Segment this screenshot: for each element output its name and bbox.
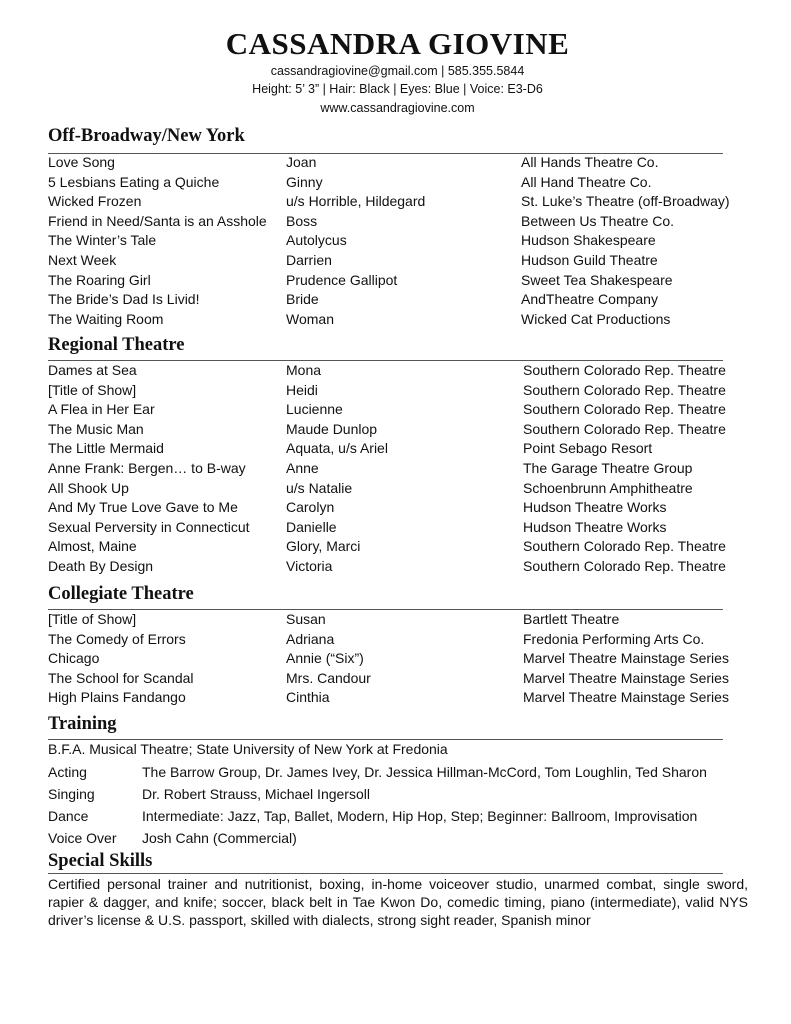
show-title: The Winter’s Tale bbox=[48, 232, 157, 249]
venue: Hudson Shakespeare bbox=[521, 232, 656, 249]
venue: All Hands Theatre Co. bbox=[521, 154, 659, 170]
role: Joan bbox=[286, 154, 317, 170]
credit-row bbox=[48, 459, 728, 479]
special-skills-text: Certified personal trainer and nutritionist, boxing, in-home voiceover studio, unarmed combat, single sword, rapier & dagger, and knife; soccer, black belt in Tae Kwon Do, comedic timing, piano (intermediate), valid NYS driver’s license & U.S. passport, skilled with dialects, strong sight reader, Spanish minor bbox=[48, 876, 748, 928]
credit-row bbox=[48, 669, 728, 689]
role: u/s Natalie bbox=[286, 479, 353, 496]
off-broadway-credits bbox=[48, 153, 728, 329]
credit-row bbox=[48, 649, 728, 669]
show-title: The Waiting Room bbox=[48, 310, 164, 327]
role: Aquata, u/s Ariel bbox=[286, 440, 388, 457]
credit-row bbox=[48, 557, 728, 577]
venue: Wicked Cat Productions bbox=[521, 310, 671, 327]
training-label: Voice Over bbox=[48, 830, 117, 846]
show-title: And My True Love Gave to Me bbox=[48, 499, 238, 516]
show-title: Love Song bbox=[48, 154, 115, 170]
section-title-regional: Regional Theatre bbox=[48, 335, 185, 355]
show-title: The Bride’s Dad Is Livid! bbox=[48, 291, 200, 308]
credit-row bbox=[48, 153, 728, 173]
credit-row bbox=[48, 173, 728, 193]
role: Annie (“Six”) bbox=[286, 650, 364, 667]
role: Adriana bbox=[286, 630, 335, 647]
role: Cinthia bbox=[286, 689, 330, 706]
show-title: Dames at Sea bbox=[48, 362, 137, 378]
credit-row bbox=[48, 537, 728, 557]
show-title: Chicago bbox=[48, 650, 100, 667]
training-label: Acting bbox=[48, 764, 87, 780]
credit-row bbox=[48, 518, 728, 538]
credit-row bbox=[48, 381, 728, 401]
credit-row bbox=[48, 290, 728, 310]
section-title-training: Training bbox=[48, 714, 117, 734]
venue: Marvel Theatre Mainstage Series bbox=[523, 689, 729, 706]
show-title: Death By Design bbox=[48, 557, 154, 574]
role: Glory, Marci bbox=[286, 538, 361, 555]
credit-row bbox=[48, 231, 728, 251]
show-title: [Title of Show] bbox=[48, 381, 137, 398]
section-title-special-skills: Special Skills bbox=[48, 851, 153, 871]
role: Prudence Gallipot bbox=[286, 271, 398, 288]
training-value: Dr. Robert Strauss, Michael Ingersoll bbox=[142, 786, 370, 802]
role: Autolycus bbox=[286, 232, 347, 249]
role: Victoria bbox=[286, 557, 333, 574]
role: Anne bbox=[286, 459, 319, 476]
section-divider bbox=[48, 873, 723, 874]
show-title: The Music Man bbox=[48, 420, 144, 437]
contact-line: cassandragiovine@gmail.com | 585.355.5844 bbox=[270, 64, 525, 78]
role: Danielle bbox=[286, 518, 337, 535]
venue: Southern Colorado Rep. Theatre bbox=[523, 381, 726, 398]
show-title: A Flea in Her Ear bbox=[48, 401, 155, 418]
training-label: Singing bbox=[48, 786, 95, 802]
training-value: Intermediate: Jazz, Tap, Ballet, Modern, Hip Hop, Step; Beginner: Ballroom, Improvisation bbox=[142, 808, 698, 824]
role: Susan bbox=[286, 611, 326, 627]
credit-row bbox=[48, 420, 728, 440]
venue: Bartlett Theatre bbox=[523, 611, 620, 627]
credit-row bbox=[48, 400, 728, 420]
venue: Hudson Guild Theatre bbox=[521, 251, 658, 268]
venue: St. Luke’s Theatre (off-Broadway) bbox=[521, 193, 730, 210]
role: Carolyn bbox=[286, 499, 335, 516]
show-title: High Plains Fandango bbox=[48, 689, 186, 706]
show-title: Sexual Perversity in Connecticut bbox=[48, 518, 250, 535]
role: Heidi bbox=[286, 381, 318, 398]
credit-row bbox=[48, 688, 728, 708]
venue: Hudson Theatre Works bbox=[523, 499, 667, 516]
role: Boss bbox=[286, 212, 318, 229]
venue: Southern Colorado Rep. Theatre bbox=[523, 401, 726, 418]
regional-credits bbox=[48, 361, 728, 577]
section-title-collegiate: Collegiate Theatre bbox=[48, 584, 194, 604]
show-title: Almost, Maine bbox=[48, 538, 137, 555]
role: Mrs. Candour bbox=[286, 669, 371, 686]
training-value: Josh Cahn (Commercial) bbox=[142, 830, 297, 846]
venue: Southern Colorado Rep. Theatre bbox=[523, 538, 726, 555]
role: Bride bbox=[286, 291, 319, 308]
credit-row bbox=[48, 251, 728, 271]
credit-row bbox=[48, 310, 728, 330]
show-title: The Roaring Girl bbox=[48, 271, 151, 288]
show-title: All Shook Up bbox=[48, 479, 129, 496]
venue: All Hand Theatre Co. bbox=[521, 173, 652, 190]
venue: Schoenbrunn Amphitheatre bbox=[523, 479, 693, 496]
stats-line: Height: 5’ 3” | Hair: Black | Eyes: Blue | Voice: E3-D6 bbox=[252, 82, 543, 96]
role: Darrien bbox=[286, 251, 332, 268]
show-title: 5 Lesbians Eating a Quiche bbox=[48, 173, 220, 190]
section-divider bbox=[48, 739, 723, 740]
show-title: The Comedy of Errors bbox=[48, 630, 186, 647]
credit-row bbox=[48, 271, 728, 291]
credit-row bbox=[48, 361, 728, 381]
show-title: Anne Frank: Bergen… to B-way bbox=[48, 459, 246, 476]
venue: Sweet Tea Shakespeare bbox=[521, 271, 673, 288]
role: Ginny bbox=[286, 173, 323, 190]
venue: Marvel Theatre Mainstage Series bbox=[523, 669, 729, 686]
venue: The Garage Theatre Group bbox=[523, 459, 693, 476]
section-title-off-broadway: Off-Broadway/New York bbox=[48, 126, 245, 146]
show-title: Next Week bbox=[48, 251, 117, 268]
credit-row bbox=[48, 498, 728, 518]
show-title: The Little Mermaid bbox=[48, 440, 164, 457]
show-title: The School for Scandal bbox=[48, 669, 194, 686]
venue: Southern Colorado Rep. Theatre bbox=[523, 557, 726, 574]
credit-row bbox=[48, 439, 728, 459]
training-label: Dance bbox=[48, 808, 89, 824]
role: u/s Horrible, Hildegard bbox=[286, 193, 426, 210]
role: Lucienne bbox=[286, 401, 343, 418]
role: Maude Dunlop bbox=[286, 420, 378, 437]
credit-row bbox=[48, 192, 728, 212]
show-title: [Title of Show] bbox=[48, 611, 137, 627]
venue: Southern Colorado Rep. Theatre bbox=[523, 362, 726, 378]
venue: Fredonia Performing Arts Co. bbox=[523, 630, 705, 647]
collegiate-credits bbox=[48, 610, 728, 708]
venue: AndTheatre Company bbox=[521, 291, 658, 308]
venue: Southern Colorado Rep. Theatre bbox=[523, 420, 726, 437]
website-link[interactable]: www.cassandragiovine.com bbox=[320, 101, 475, 115]
venue: Point Sebago Resort bbox=[523, 440, 653, 457]
show-title: Wicked Frozen bbox=[48, 193, 142, 210]
resume-name: CASSANDRA GIOVINE bbox=[225, 26, 570, 61]
degree: B.F.A. Musical Theatre; State University of New York at Fredonia bbox=[48, 741, 448, 757]
venue: Marvel Theatre Mainstage Series bbox=[523, 650, 729, 667]
credit-row bbox=[48, 479, 728, 499]
show-title: Friend in Need/Santa is an Asshole bbox=[48, 212, 267, 229]
venue: Between Us Theatre Co. bbox=[521, 212, 675, 229]
training-value: The Barrow Group, Dr. James Ivey, Dr. Jessica Hillman-McCord, Tom Loughlin, Ted Sharon bbox=[142, 764, 707, 780]
credit-row bbox=[48, 630, 728, 650]
credit-row bbox=[48, 610, 728, 630]
credit-row bbox=[48, 212, 728, 232]
venue: Hudson Theatre Works bbox=[523, 518, 667, 535]
role: Mona bbox=[286, 362, 322, 378]
role: Woman bbox=[286, 310, 334, 327]
